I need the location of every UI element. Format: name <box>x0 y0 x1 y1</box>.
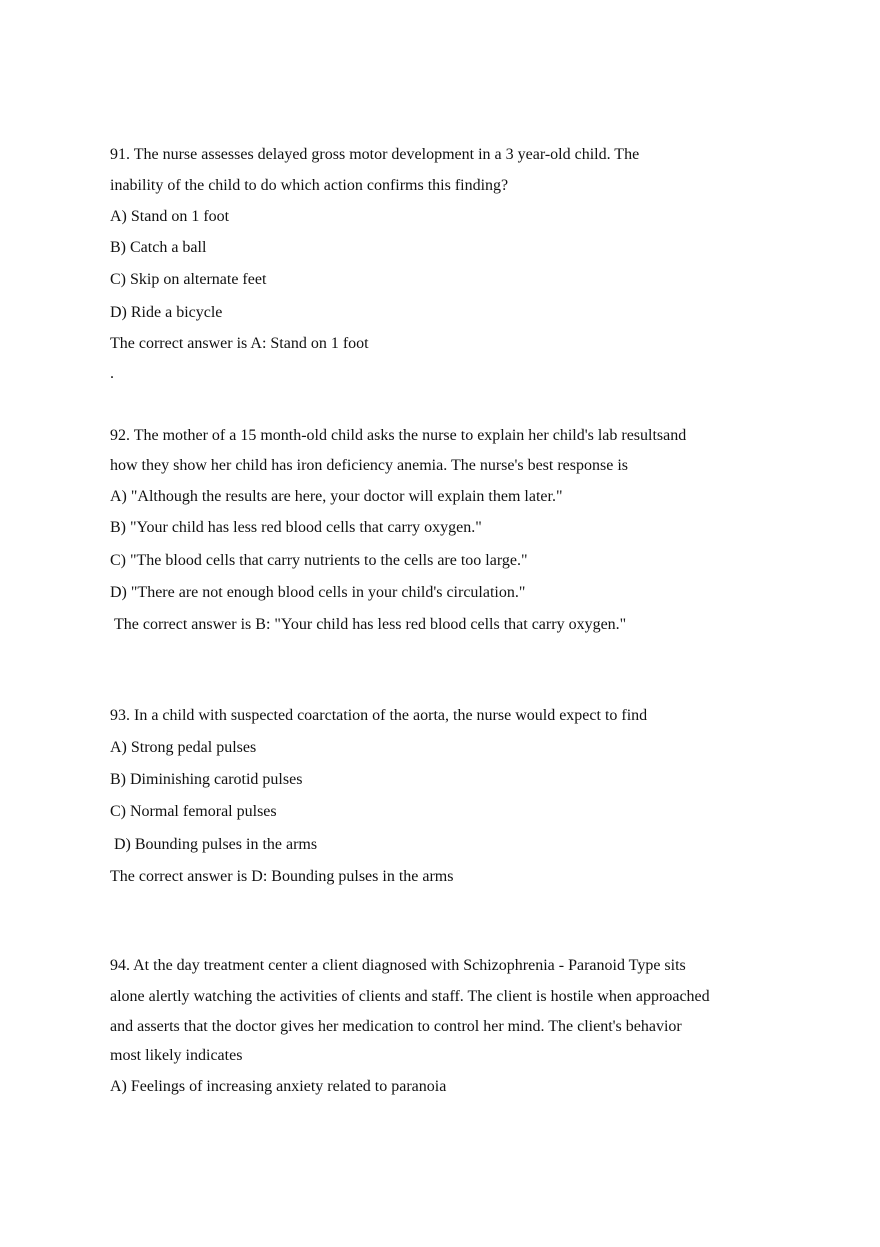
answer-option: C) Normal femoral pulses <box>110 803 277 820</box>
answer-option: D) Bounding pulses in the arms <box>114 836 318 853</box>
answer-option: A) "Although the results are here, your doctor will explain them later." <box>110 488 563 505</box>
correct-answer: The correct answer is A: Stand on 1 foot <box>110 335 369 352</box>
answer-option: A) Stand on 1 foot <box>110 208 230 225</box>
answer-option: D) "There are not enough blood cells in your child's circulation." <box>110 584 526 601</box>
answer-option: A) Feelings of increasing anxiety related to paranoia <box>110 1078 447 1095</box>
answer-option: B) Catch a ball <box>110 239 207 256</box>
answer-option: A) Strong pedal pulses <box>110 739 257 756</box>
question-stem-line: 93. In a child with suspected coarctation of the aorta, the nurse would expect to find <box>110 707 648 724</box>
question-stem-line: how they show her child has iron deficiency anemia. The nurse's best response is <box>110 457 629 474</box>
question-stem-line: 92. The mother of a 15 month-old child asks the nurse to explain her child's lab resultsand <box>110 427 687 444</box>
answer-option: B) "Your child has less red blood cells that carry oxygen." <box>110 519 482 536</box>
question-stem-line: alone alertly watching the activities of clients and staff. The client is hostile when approached <box>110 988 710 1005</box>
answer-option: C) "The blood cells that carry nutrients to the cells are too large." <box>110 552 528 569</box>
answer-option: D) Ride a bicycle <box>110 304 223 321</box>
correct-answer: The correct answer is B: "Your child has less red blood cells that carry oxygen." <box>114 616 627 633</box>
question-stem-line: and asserts that the doctor gives her medication to control her mind. The client's behavior <box>110 1018 682 1035</box>
answer-option: C) Skip on alternate feet <box>110 271 267 288</box>
question-stem-line: inability of the child to do which action confirms this finding? <box>110 177 509 194</box>
question-stem-line: 91. The nurse assesses delayed gross motor development in a 3 year-old child. The <box>110 146 640 163</box>
question-stem-line: most likely indicates <box>110 1047 243 1064</box>
correct-answer: The correct answer is D: Bounding pulses in the arms <box>110 868 454 885</box>
answer-option: B) Diminishing carotid pulses <box>110 771 303 788</box>
stray-period: . <box>110 365 114 382</box>
question-stem-line: 94. At the day treatment center a client diagnosed with Schizophrenia - Paranoid Type sits <box>110 957 686 974</box>
